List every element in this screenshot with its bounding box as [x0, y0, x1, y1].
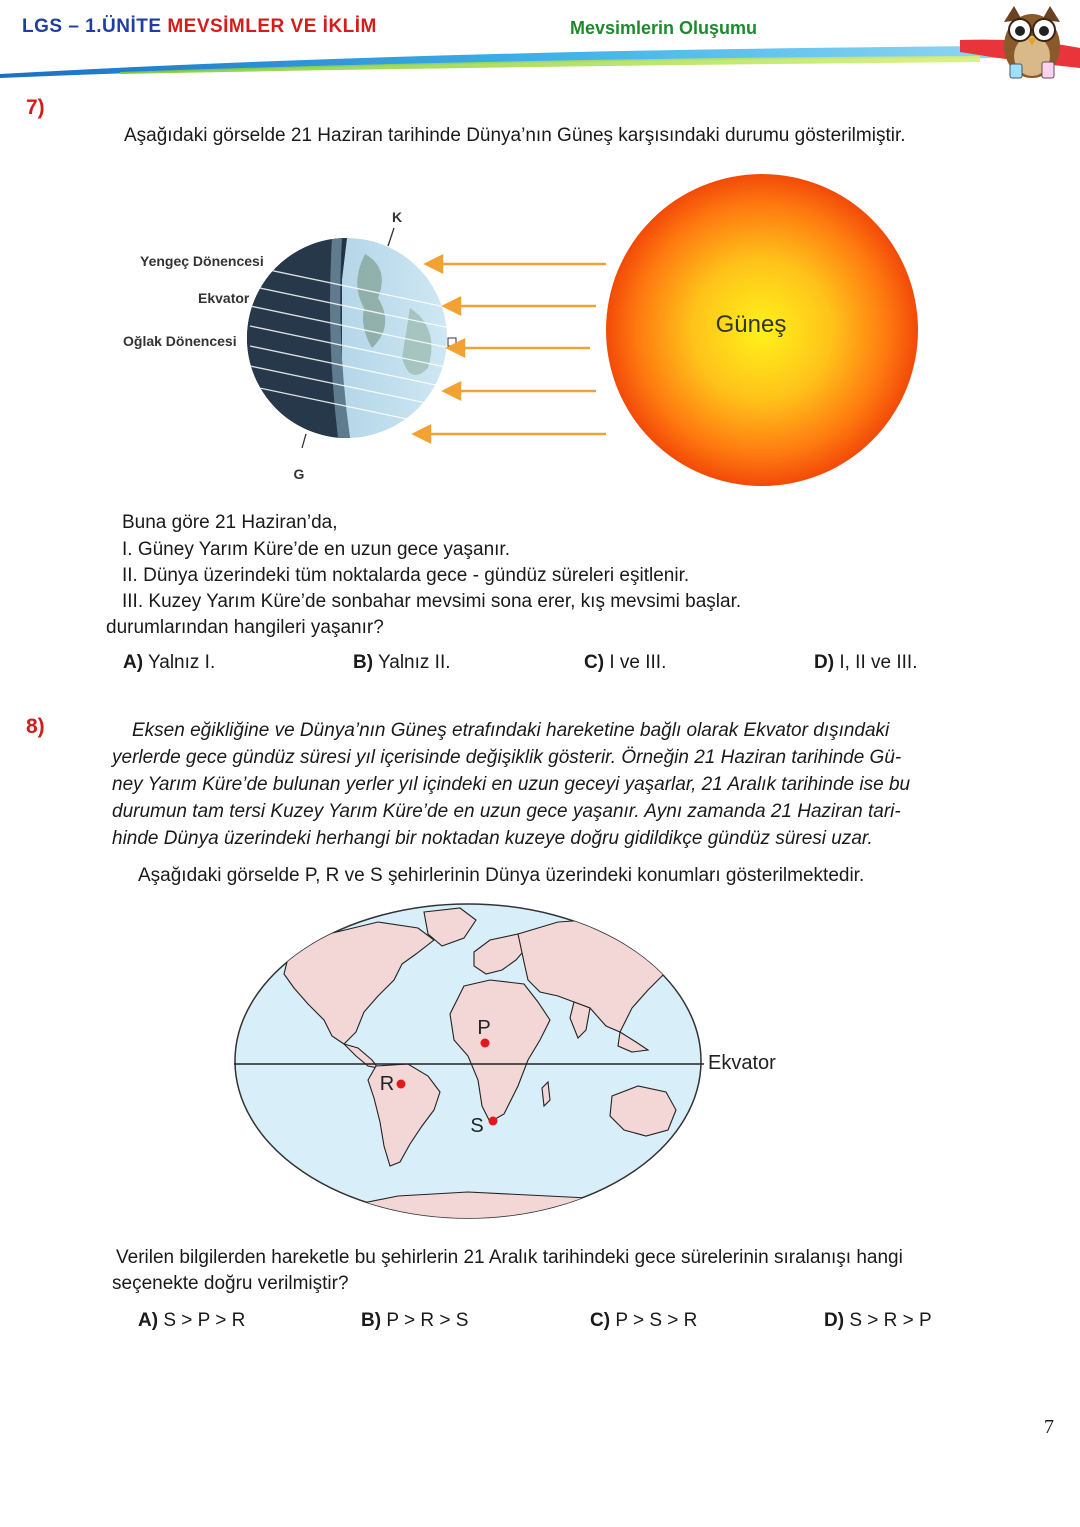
option-text: P > S > R [610, 1310, 698, 1331]
question-8-question-line-2: seçenekte doğru verilmiştir? [112, 1273, 349, 1294]
question-7-option-a[interactable] [123, 652, 215, 674]
question-8-paragraph-line-4: durumun tam tersi Kuzey Yarım Küre’de en uzun gece yaşanır. Aynı zamanda 21 Haziran tari- [112, 801, 901, 822]
g-label: G [293, 466, 305, 482]
option-key: C) [590, 1310, 611, 1331]
question-7-number: 7) [26, 96, 45, 119]
option-text: I ve III. [604, 652, 667, 673]
question-7-option-d[interactable] [814, 652, 917, 674]
question-8-question-line-1: Verilen bilgilerden hareketle bu şehirlerin 21 Aralık tarihindeki gece sürelerinin sıralanışı hangi [116, 1247, 903, 1268]
sun-label: Güneş [715, 311, 787, 338]
city-r-label: R [379, 1073, 395, 1095]
equator-map-label: Ekvator [708, 1052, 776, 1074]
city-s-dot [489, 1117, 498, 1126]
option-text: S > R > P [844, 1310, 932, 1331]
question-7-question: durumlarından hangileri yaşanır? [106, 617, 384, 638]
header-swoosh [0, 38, 1080, 88]
equator-label: Ekvator [198, 290, 250, 306]
header-unit: MEVSİMLER VE İKLİM [167, 16, 377, 37]
question-8-paragraph-line-3: ney Yarım Küre’de bulunan yerler yıl içindeki en uzun geceyi yaşarlar, 21 Aralık tarihinde ise bu [112, 774, 911, 795]
question-7-item-1: I. Güney Yarım Küre’de en uzun gece yaşanır. [122, 539, 510, 560]
header-topic: Mevsimlerin Oluşumu [570, 18, 758, 38]
earth-sun-figure [110, 158, 930, 503]
question-7-intro: Aşağıdaki görselde 21 Haziran tarihinde Dünya’nın Güneş karşısındaki durumu gösterilmiştir. [124, 125, 906, 146]
world-map-figure [228, 900, 798, 1222]
question-8-option-c[interactable] [590, 1310, 697, 1332]
question-7-item-2: II. Dünya üzerindeki tüm noktalarda gece - gündüz süreleri eşitlenir. [122, 565, 690, 586]
city-p-label: P [477, 1017, 491, 1039]
option-text: I, II ve III. [834, 652, 918, 673]
question-8-paragraph-line-1: Eksen eğikliğine ve Dünya’nın Güneş etrafındaki hareketine bağlı olarak Ekvator dışındaki [132, 720, 890, 741]
option-key: A) [123, 652, 144, 673]
k-label: K [391, 209, 403, 225]
option-key: D) [824, 1310, 845, 1331]
city-p-dot [481, 1039, 490, 1048]
question-7-option-b[interactable] [353, 652, 451, 674]
question-8-number: 8) [26, 715, 45, 738]
option-text: Yalnız I. [143, 652, 216, 673]
question-7-stem: Buna göre 21 Haziran’da, [122, 512, 338, 533]
g-pointer [302, 434, 306, 448]
city-r-dot [397, 1080, 406, 1089]
earth [240, 238, 450, 438]
option-text: S > P > R [158, 1310, 246, 1331]
tropic-capricorn-label: Oğlak Dönencesi [123, 333, 237, 349]
question-7-option-c[interactable] [584, 652, 666, 674]
question-8-intro: Aşağıdaki görselde P, R ve S şehirlerinin Dünya üzerindeki konumları gösterilmektedir. [138, 865, 865, 886]
question-8-paragraph-line-2: yerlerde gece gündüz süresi yıl içerisinde değişiklik gösterir. Örneğin 21 Haziran tarihinde Gü- [112, 747, 902, 768]
header-title [22, 16, 377, 38]
k-pointer [388, 228, 394, 246]
question-8-option-a[interactable] [138, 1310, 245, 1332]
city-s-label: S [470, 1115, 484, 1137]
question-8-option-d[interactable] [824, 1310, 932, 1332]
owl-mascot-icon [996, 0, 1068, 84]
question-8-paragraph-line-5: hinde Dünya üzerindeki herhangi bir noktadan kuzeye doğru gidildikçe gündüz süresi uzar. [112, 828, 873, 849]
option-key: C) [584, 652, 605, 673]
option-key: D) [814, 652, 835, 673]
header-prefix: LGS – 1.ÜNİTE [22, 16, 168, 37]
option-key: A) [138, 1310, 159, 1331]
question-7-item-3: III. Kuzey Yarım Küre’de sonbahar mevsimi sona erer, kış mevsimi başlar. [122, 591, 742, 612]
tropic-cancer-label: Yengeç Dönencesi [140, 253, 264, 269]
option-text: P > R > S [381, 1310, 469, 1331]
option-key: B) [353, 652, 374, 673]
option-key: B) [361, 1310, 382, 1331]
page-number: 7 [1044, 1416, 1054, 1438]
question-8-option-b[interactable] [361, 1310, 468, 1332]
option-text: Yalnız II. [373, 652, 451, 673]
